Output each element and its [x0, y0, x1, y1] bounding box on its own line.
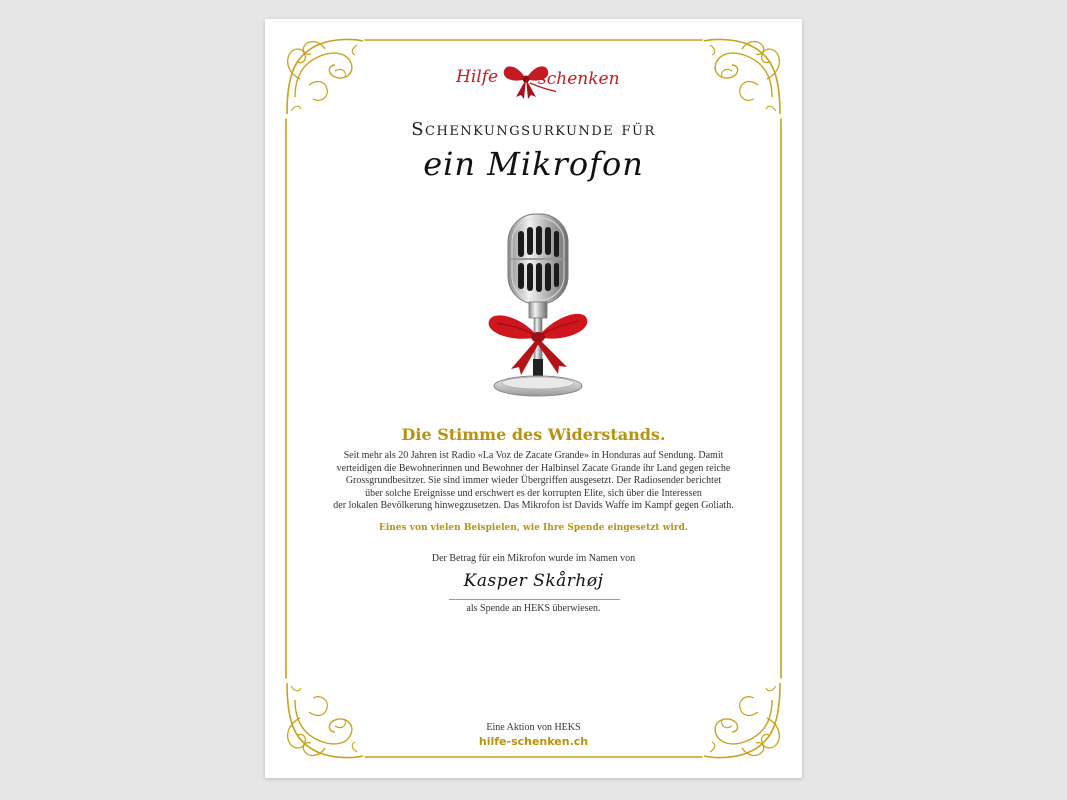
story-paragraph — [305, 450, 762, 513]
story-headline: Die Stimme des Widerstands. — [401, 425, 666, 444]
signature-line — [449, 599, 620, 600]
footer-action-text: Eine Aktion von HEKS — [486, 722, 581, 733]
hilfe-schenken-logo — [450, 59, 620, 101]
amount-text: Der Betrag für ein Mikrofon wurde im Namen von — [431, 553, 636, 564]
example-note: Eines von vielen Beispielen, wie Ihre Spende eingesetzt wird. — [378, 523, 689, 533]
certificate-title: ein Mikrofon — [423, 145, 644, 183]
story-line: Seit mehr als 20 Jahren ist Radio «La Voz de Zacate Grande» in Honduras auf Sendung. Damit — [343, 450, 724, 461]
certificate-sheet — [265, 19, 802, 778]
footer-website-link[interactable]: hilfe-schenken.ch — [478, 735, 589, 748]
corner-ornament-top-right — [704, 39, 780, 114]
logo-word-right: schenken — [538, 69, 620, 89]
certificate-subtitle: Schenkungsurkunde für — [411, 119, 656, 140]
donor-name: Kasper Skårhøj — [463, 571, 604, 591]
story-line: verteidigen die Bewohnerinnen und Bewohner der Halbinsel Zacate Grande ihr Land gegen reiche — [336, 462, 731, 474]
story-line: über solche Ereignisse und erschwert es der korrupten Elite, sich über die Interessen — [365, 487, 702, 499]
story-line: der lokalen Bevölkerung hinwegzusetzen. Das Mikrofon ist Davids Waffe im Kampf gegen Goliath. — [333, 500, 734, 512]
vintage-microphone-icon — [483, 209, 593, 399]
logo-word-left: Hilfe — [456, 67, 499, 87]
corner-ornament-top-left — [287, 39, 363, 114]
story-line: Grossgrundbesitzer. Sie sind immer wieder Übergriffen ausgesetzt. Der Radiosender berichtet — [345, 475, 722, 487]
transfer-text: als Spende an HEKS überwiesen. — [466, 603, 601, 614]
